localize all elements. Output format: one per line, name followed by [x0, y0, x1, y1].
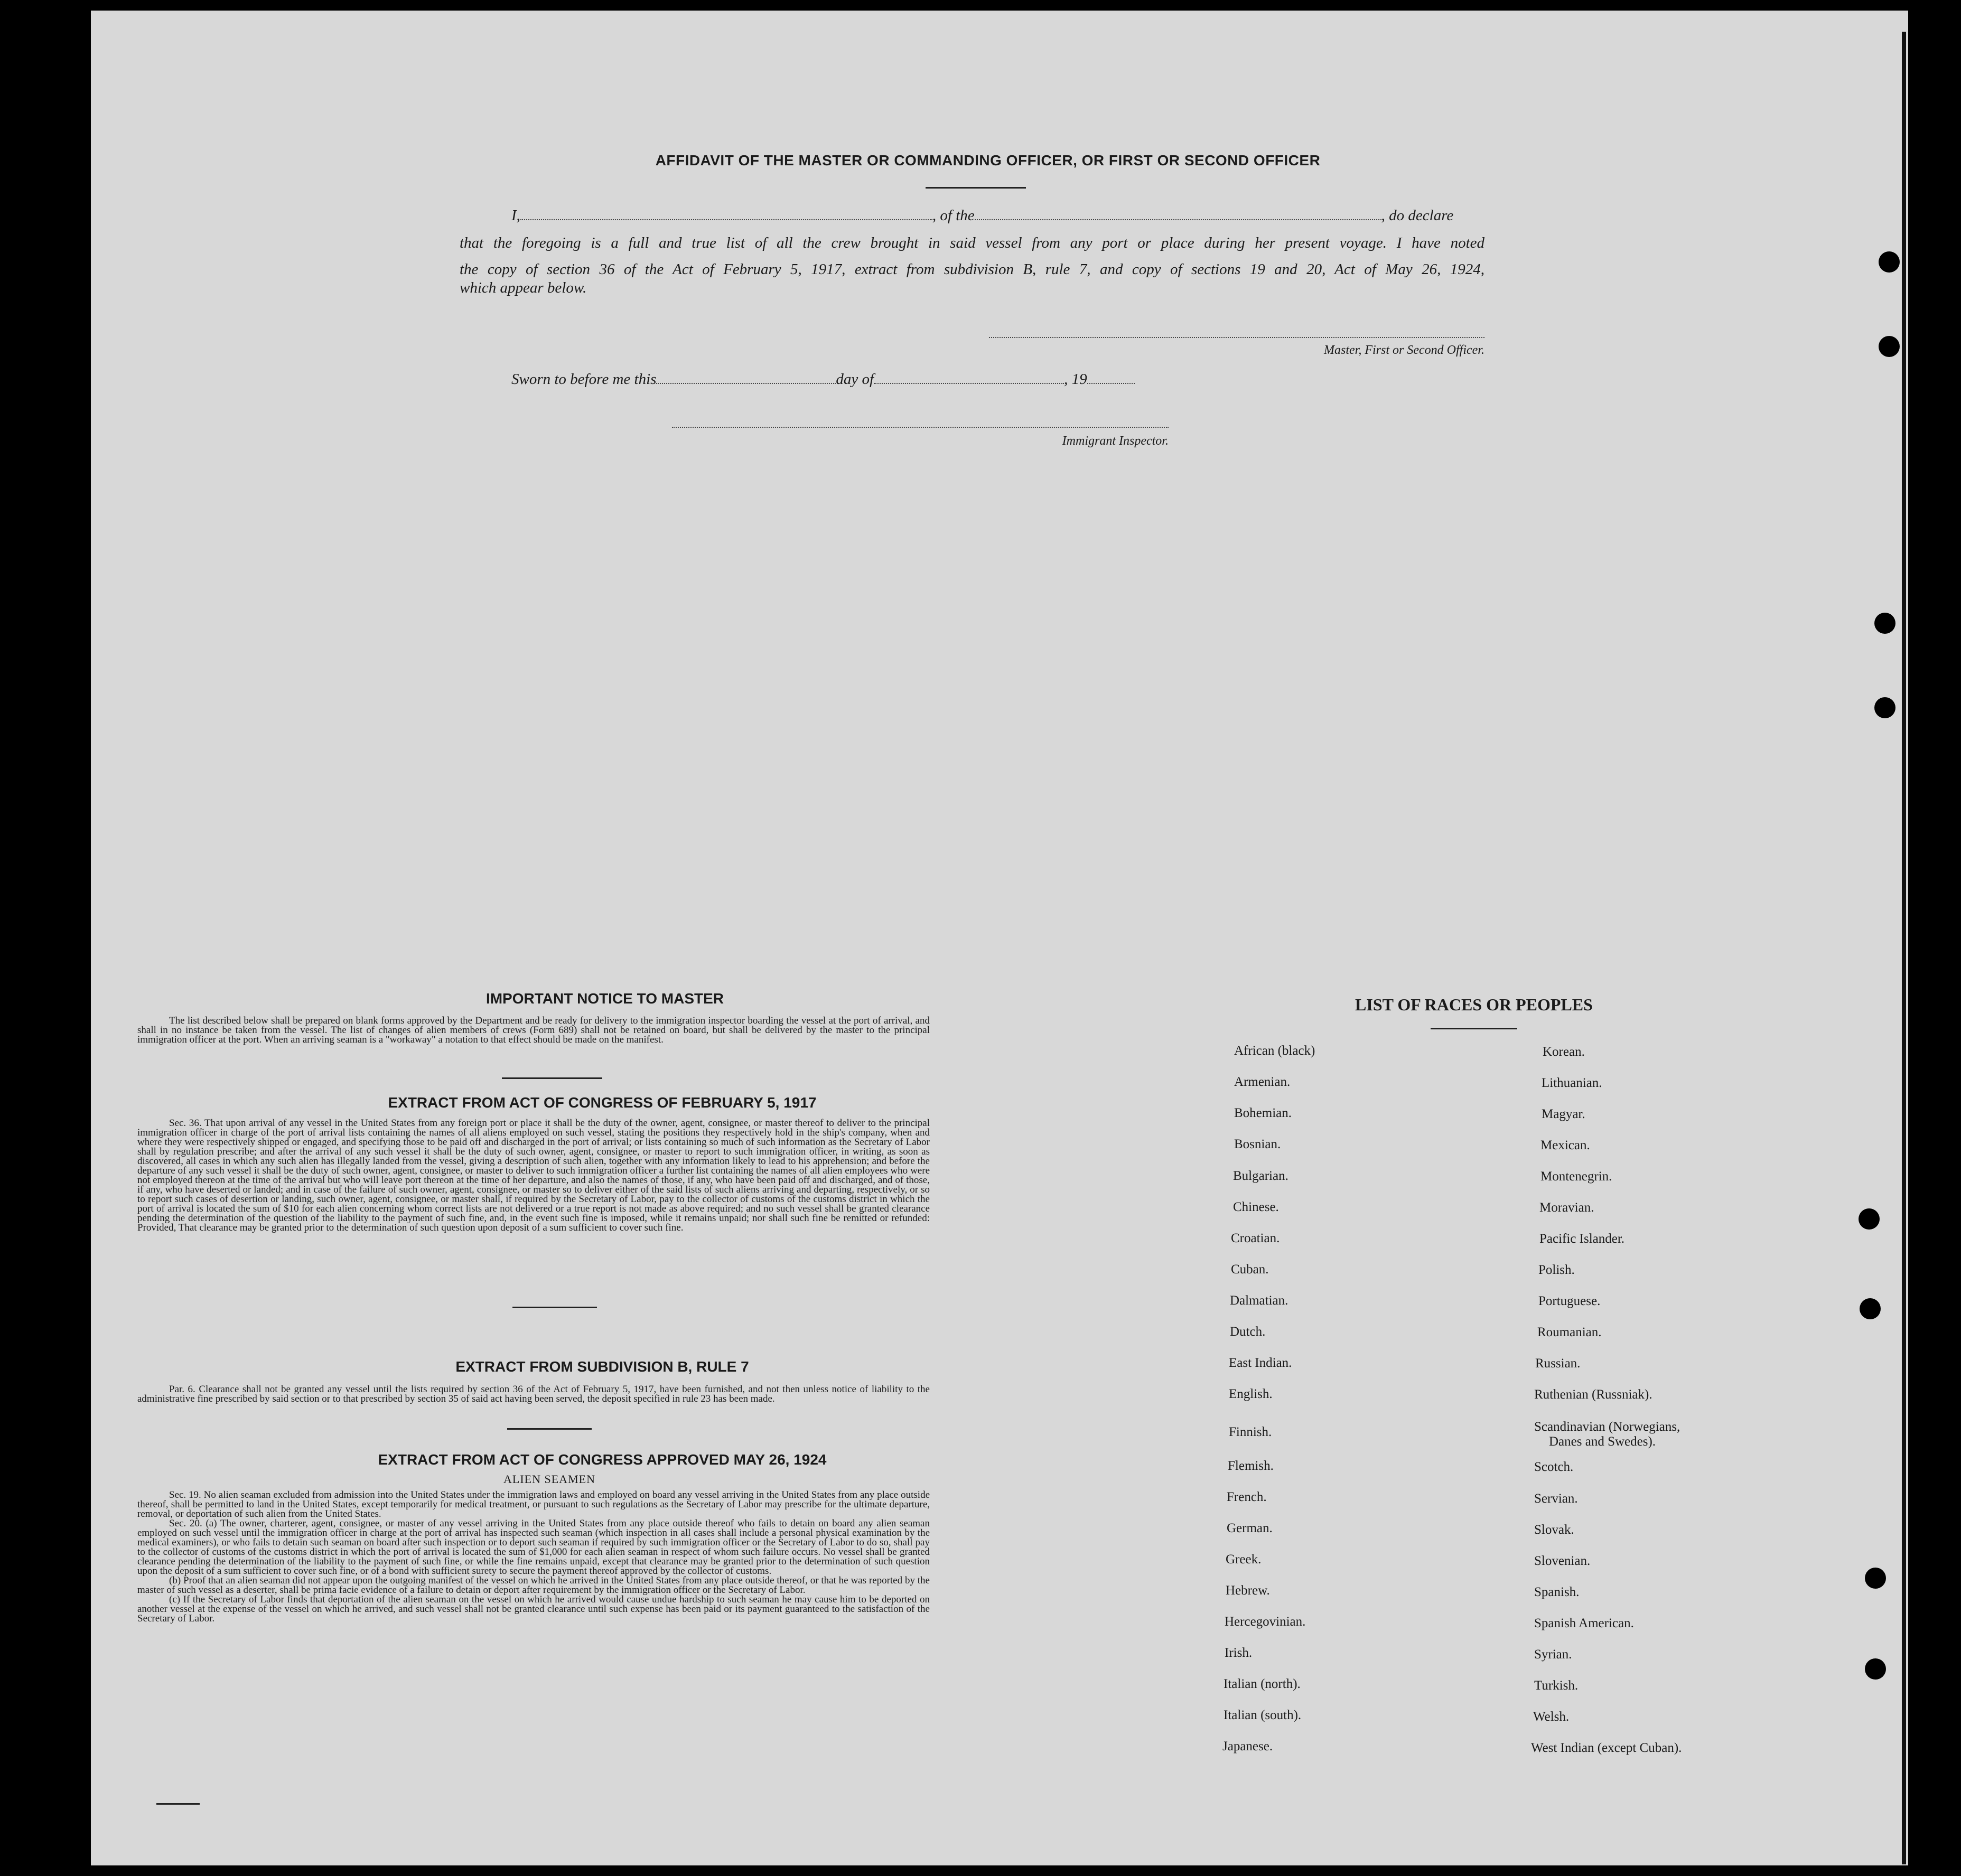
- race-item: Danes and Swedes).: [1549, 1434, 1656, 1449]
- punch-hole: [1865, 1568, 1886, 1589]
- sec20a-text: Sec. 20. (a) The owner, charterer, agent, consignee, or master of any vessel arriving in the United States from any place outside thereof who fails to detain on board any alien seaman employed on such vessel until the immigration officer in charge at the port of arrival has inspected such seaman (which inspection in all cases shall include a personal physical examination by the medical examiners), or who fails to detain such seaman on board after such inspection or to deport such seaman if required by such immigration officer or the Secretary of Labor to do so, shall pay to the collector of customs of the customs district in which the port of arrival is located the sum of $1,000 for each alien seaman in respect of whom such failure occurs. No vessel shall be granted clearance pending the determination of the liability to the payment of such fine, or while the fine remains unpaid, except that clearance may be granted prior to the determination of such question upon the deposit of a sum sufficient to cover such fine, or of a bond with sufficient surety to secure the payment thereof approved by the collector of customs.: [137, 1518, 930, 1577]
- race-item: Armenian.: [1234, 1075, 1291, 1089]
- race-item: Slovak.: [1534, 1523, 1574, 1537]
- race-item: Lithuanian.: [1542, 1076, 1602, 1090]
- punch-hole: [1860, 1298, 1881, 1319]
- race-item: Roumanian.: [1537, 1325, 1602, 1339]
- inspector-caption: Immigrant Inspector.: [1062, 434, 1169, 448]
- alien-seamen-subtitle: ALIEN SEAMEN: [503, 1472, 595, 1486]
- section-rule: [507, 1428, 592, 1430]
- race-item: African (black): [1234, 1044, 1315, 1058]
- of-label: , of the: [932, 207, 975, 224]
- master-caption: Master, First or Second Officer.: [1324, 343, 1484, 357]
- race-item: Bulgarian.: [1233, 1169, 1288, 1183]
- race-item: Polish.: [1538, 1263, 1575, 1277]
- section-rule: [502, 1077, 602, 1079]
- races-left-column: [1220, 1044, 1484, 1772]
- race-item: Chinese.: [1233, 1200, 1279, 1214]
- sworn-line: [511, 369, 1166, 390]
- races-rule: [1431, 1028, 1517, 1029]
- race-item: Bosnian.: [1234, 1137, 1281, 1151]
- race-item: Irish.: [1225, 1646, 1253, 1660]
- rule7-title: EXTRACT FROM SUBDIVISION B, RULE 7: [455, 1358, 749, 1375]
- year-label: , 19: [1064, 371, 1087, 388]
- affidavit-line1: [511, 205, 1484, 226]
- race-item: Italian (south).: [1224, 1708, 1302, 1722]
- scan-mark: [156, 1803, 200, 1805]
- race-item: Ruthenian (Russniak).: [1534, 1387, 1652, 1402]
- race-item: Spanish American.: [1534, 1616, 1634, 1630]
- declarant-label: I,: [511, 207, 520, 224]
- race-item: Mexican.: [1540, 1138, 1590, 1152]
- page-edge-shadow: [1902, 32, 1906, 1864]
- section-rule: [512, 1307, 597, 1308]
- punch-hole: [1879, 336, 1900, 357]
- punch-hole: [1874, 697, 1895, 718]
- race-item: German.: [1227, 1521, 1273, 1535]
- declarant-name-field[interactable]: [520, 207, 932, 220]
- race-item: English.: [1229, 1387, 1273, 1401]
- race-item: Moravian.: [1539, 1200, 1594, 1215]
- sec20c-text: (c) If the Secretary of Labor finds that deportation of the alien seaman on the vessel on which he arrived would cause undue hardship to such seaman he may cause him to be deported on another vessel at the expense of the vessel on which he arrived, and such vessel shall not be granted clearance until such expense has been paid or its payment guaranteed to the satisfaction of the Secretary of Labor.: [137, 1594, 930, 1624]
- race-item: Croatian.: [1231, 1231, 1280, 1245]
- race-item: Syrian.: [1534, 1647, 1572, 1662]
- race-item: Scandinavian (Norwegians,: [1534, 1420, 1680, 1434]
- race-item: Portuguese.: [1538, 1294, 1601, 1308]
- races-right-column: [1527, 1045, 1791, 1774]
- race-item: Flemish.: [1228, 1459, 1274, 1473]
- race-item: Hebrew.: [1226, 1583, 1270, 1598]
- race-item: Spanish.: [1534, 1585, 1580, 1599]
- race-item: Russian.: [1535, 1356, 1581, 1371]
- affidavit-line3: the copy of section 36 of the Act of February 5, 1917, extract from subdivision B, rule 7, and copy of sections 19 and 20, Act of May 26, 1924,: [460, 261, 1484, 278]
- extract-1917-title: EXTRACT FROM ACT OF CONGRESS OF FEBRUARY 5, 1917: [388, 1094, 817, 1111]
- par6-text: Par. 6. Clearance shall not be granted any vessel until the lists required by section 36 of the Act of February 5, 1917, have been furnished, and not then unless notice of liability to the administrative fine prescribed by said section or to that prescribed by section 35 of said act having been served, the deposit specified in rule 23 has been made.: [137, 1384, 930, 1404]
- notice-body: [137, 1016, 930, 1045]
- race-item: Cuban.: [1231, 1262, 1269, 1277]
- extract-1924-title: EXTRACT FROM ACT OF CONGRESS APPROVED MAY 26, 1924: [378, 1451, 827, 1468]
- race-item: Hercegovinian.: [1225, 1615, 1306, 1629]
- race-item: Greek.: [1226, 1552, 1262, 1567]
- race-item: Welsh.: [1533, 1710, 1570, 1724]
- sworn-year-field[interactable]: [1087, 370, 1135, 384]
- affidavit-line4: which appear below.: [460, 279, 587, 296]
- vessel-name-field[interactable]: [975, 207, 1381, 220]
- race-item: Magyar.: [1542, 1107, 1585, 1121]
- race-item: East Indian.: [1229, 1356, 1292, 1370]
- punch-hole: [1859, 1208, 1880, 1230]
- notice-text: The list described below shall be prepared on blank forms approved by the Department and be ready for delivery to the immigration inspector boarding the vessel at the port of arrival, and shall in no instance be taken from the vessel. The list of changes of alien members of crews (Form 689) shall not be retained on board, but shall be delivered by the master to the principal immigration officer at the port. When an arriving seaman is a "workaway" a notation to that effect should be made on the manifest.: [137, 1015, 930, 1045]
- extract-1924-body: [137, 1490, 930, 1624]
- punch-hole: [1865, 1658, 1886, 1680]
- race-item: Finnish.: [1229, 1425, 1272, 1439]
- sworn-label: Sworn to before me this: [511, 371, 657, 388]
- extract-1917-body: [137, 1119, 930, 1233]
- race-item: Montenegrin.: [1540, 1169, 1612, 1184]
- race-item: Turkish.: [1534, 1678, 1579, 1693]
- sworn-date-field[interactable]: [656, 370, 836, 384]
- race-item: Dalmatian.: [1230, 1293, 1288, 1308]
- declare-label: , do declare: [1381, 207, 1454, 224]
- race-item: Korean.: [1543, 1045, 1585, 1059]
- rule7-body: [137, 1385, 930, 1404]
- race-item: French.: [1227, 1490, 1267, 1504]
- punch-hole: [1874, 613, 1895, 634]
- notice-title: IMPORTANT NOTICE TO MASTER: [485, 990, 724, 1007]
- race-item: Dutch.: [1230, 1325, 1266, 1339]
- affidavit-line2: that the foregoing is a full and true list of all the crew brought in said vessel from any port or place during her present voyage. I have noted: [460, 234, 1484, 251]
- race-item: West Indian (except Cuban).: [1531, 1741, 1682, 1755]
- affidavit-title: AFFIDAVIT OF THE MASTER OR COMMANDING OFFICER, OR FIRST OR SECOND OFFICER: [655, 152, 1321, 168]
- title-rule: [926, 187, 1026, 189]
- master-signature-line[interactable]: [989, 337, 1484, 338]
- race-item: Scotch.: [1534, 1460, 1574, 1474]
- race-item: Pacific Islander.: [1539, 1232, 1625, 1246]
- punch-hole: [1879, 251, 1900, 273]
- race-item: Bohemian.: [1234, 1106, 1292, 1120]
- races-title: LIST OF RACES OR PEOPLES: [1355, 995, 1593, 1014]
- sworn-month-field[interactable]: [874, 370, 1064, 384]
- sec19-text: Sec. 19. No alien seaman excluded from admission into the United States under the immigration laws and employed on board any vessel arriving in the United States from any place outside thereof, shall be permitted to land in the United States, except temporarily for medical treatment, or pursuant to such regulations as the Secretary of Labor may prescribe for the ultimate departure, removal, or deportation of such alien from the United States.: [137, 1489, 930, 1519]
- race-item: Slovenian.: [1534, 1554, 1591, 1568]
- race-item: Servian.: [1534, 1492, 1578, 1506]
- race-item: Japanese.: [1222, 1739, 1273, 1753]
- inspector-signature-line[interactable]: [672, 427, 1169, 428]
- sec36-text: Sec. 36. That upon arrival of any vessel in the United States from any foreign port or place it shall be the duty of the owner, agent, consignee, or master thereof to deliver to the principal immigration officer in charge of the port of arrival lists containing the names of all aliens employed on such vessel, stating the positions they respectively hold in the ship's company, when and where they were respectively shipped or engaged, and specifying those to be paid off and discharged in the port of arrival; or lists containing so much of such information as the Secretary of Labor shall by regulation prescribe; and after the arrival of any such vessel it shall be the duty of such owner, agent, consignee, or master to report to such immigration officer, in writing, as soon as discovered, all cases in which any such alien has illegally landed from the vessel, giving a description of such alien, together with any information likely to lead to his apprehension; and before the departure of any such vessel it shall be the duty of such owner, agent, consignee, or master to deliver to such immigration officer a further list containing the names of all alien employees who were not employed thereon at the time of the arrival but who will leave port thereon at the time of her departure, and also the names of those, if any, who have been paid off and discharged, and of those, if any, who have deserted or landed; and in case of the failure of such owner, agent, consignee, or master so to deliver either of the said lists of such aliens arriving and departing, respectively, or so to report such cases of desertion or landing, such owner, agent, consignee, or master shall, if required by the Secretary of Labor, pay to the collector of customs of the customs district in which the port of arrival is located the sum of $10 for each alien concerning whom correct lists are not delivered or a true report is not made as above required; and no such vessel shall be granted clearance pending the determination of the question of the liability to the payment of such fine, and, in the event such fine is imposed, while it remains unpaid; nor shall such fine be remitted or refunded: Provided, That clearance may be granted prior to the determination of such question upon deposit of a sum sufficient to cover such fine.: [137, 1118, 930, 1233]
- sec20b-text: (b) Proof that an alien seaman did not appear upon the outgoing manifest of the vessel on which he arrived in the United States from any place outside thereof, or that he was reported by the master of such vessel as a deserter, shall be prima facie evidence of a failure to detain or deport after requirement by the immigration officer or the Secretary of Labor.: [137, 1575, 930, 1596]
- day-of-label: day of: [836, 371, 874, 388]
- race-item: Italian (north).: [1224, 1677, 1301, 1691]
